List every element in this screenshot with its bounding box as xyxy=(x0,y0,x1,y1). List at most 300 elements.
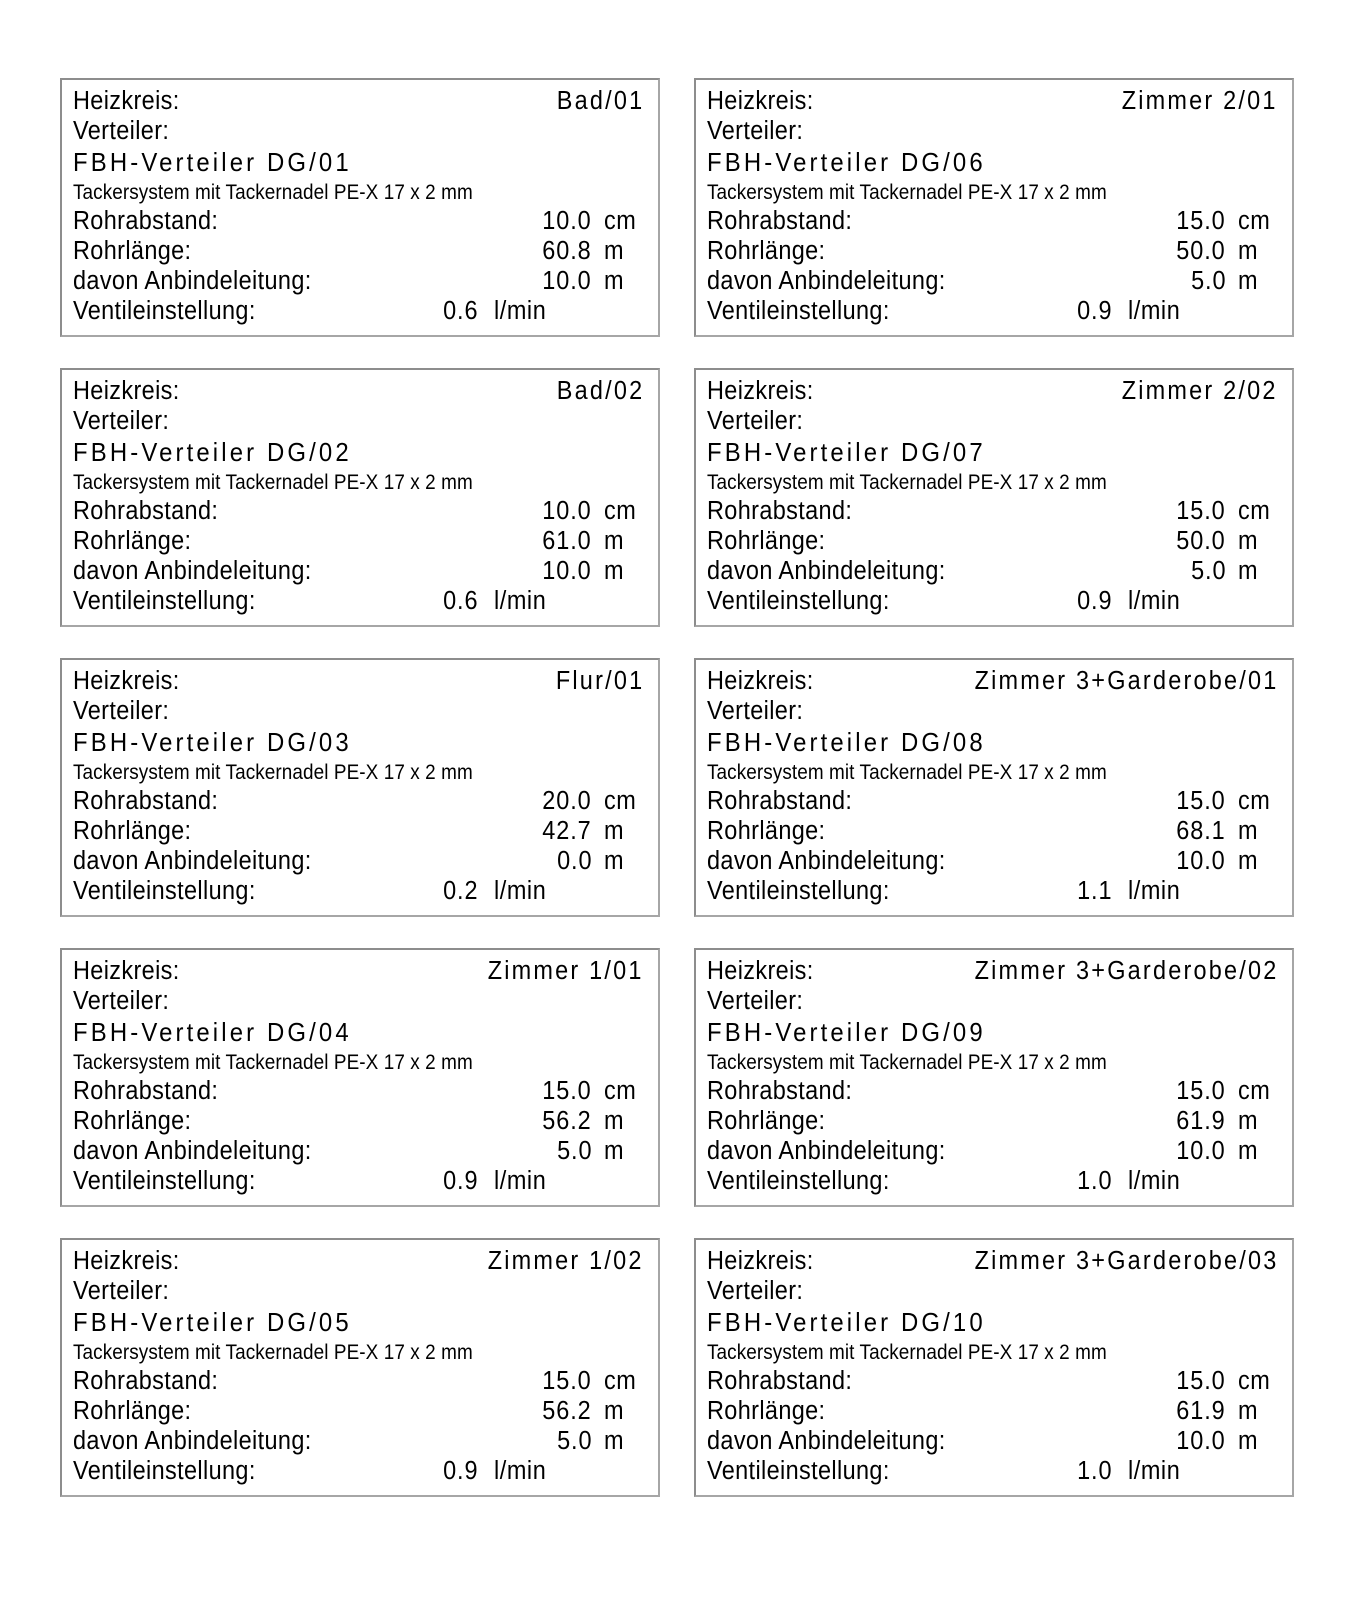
distributor-label-row xyxy=(707,696,1280,726)
system-description-value: Tackersystem mit Tackernadel PE-X 17 x 2 mm xyxy=(73,760,473,784)
valve-setting-label: Ventileinstellung: xyxy=(73,1167,256,1195)
circuit-label: Heizkreis: xyxy=(707,667,814,695)
connection-line-unit: m xyxy=(604,1137,625,1165)
pipe-spacing-label: Rohrabstand: xyxy=(73,1077,219,1105)
distributor-id-row xyxy=(73,1306,646,1338)
connection-line-measure xyxy=(1188,266,1280,296)
pipe-spacing-value: 15.0 xyxy=(1176,1077,1226,1105)
pipe-spacing-value: 15.0 xyxy=(1176,207,1226,235)
connection-line-row xyxy=(707,266,1280,296)
valve-setting-value: 1.1 xyxy=(1076,877,1112,905)
connection-line-value: 5.0 xyxy=(556,1137,592,1165)
connection-line-label: davon Anbindeleitung: xyxy=(707,1427,946,1455)
connection-line-value: 10.0 xyxy=(1176,1137,1226,1165)
valve-setting-unit: l/min xyxy=(494,1167,547,1195)
pipe-length-label: Rohrlänge: xyxy=(73,817,192,845)
valve-setting-row xyxy=(707,296,1280,326)
pipe-spacing-value: 15.0 xyxy=(1176,787,1226,815)
pipe-spacing-row xyxy=(707,1076,1280,1106)
connection-line-label: davon Anbindeleitung: xyxy=(707,1137,946,1165)
system-description-value: Tackersystem mit Tackernadel PE-X 17 x 2 mm xyxy=(707,1050,1107,1074)
circuit-label: Heizkreis: xyxy=(73,1247,180,1275)
pipe-spacing-measure xyxy=(1172,786,1280,816)
pipe-length-unit: m xyxy=(1238,817,1259,845)
valve-setting-value: 0.9 xyxy=(1076,587,1112,615)
valve-setting-label: Ventileinstellung: xyxy=(707,877,890,905)
circuit-name-row xyxy=(73,86,646,116)
distributor-label: Verteiler: xyxy=(73,117,170,145)
pipe-length-measure xyxy=(538,236,646,266)
pipe-spacing-row xyxy=(73,1366,646,1396)
distributor-label: Verteiler: xyxy=(73,987,170,1015)
pipe-spacing-label: Rohrabstand: xyxy=(707,207,853,235)
circuit-label: Heizkreis: xyxy=(73,957,180,985)
pipe-spacing-measure xyxy=(538,1366,646,1396)
heating-circuit-card xyxy=(694,78,1294,337)
valve-setting-label: Ventileinstellung: xyxy=(73,1457,256,1485)
valve-setting-measure xyxy=(1074,876,1280,906)
connection-line-value: 5.0 xyxy=(1190,267,1226,295)
pipe-length-unit: m xyxy=(1238,527,1259,555)
connection-line-label: davon Anbindeleitung: xyxy=(73,1137,312,1165)
circuit-name-row xyxy=(73,1246,646,1276)
distributor-id-value: FBH-Verteiler DG/01 xyxy=(73,147,352,177)
connection-line-row xyxy=(707,1136,1280,1166)
valve-setting-unit: l/min xyxy=(1128,297,1181,325)
system-description-value: Tackersystem mit Tackernadel PE-X 17 x 2 mm xyxy=(707,1340,1107,1364)
system-description-row xyxy=(707,1048,1280,1076)
connection-line-measure xyxy=(1188,556,1280,586)
pipe-length-measure xyxy=(538,526,646,556)
system-description-row xyxy=(73,178,646,206)
pipe-length-row xyxy=(707,236,1280,266)
pipe-length-unit: m xyxy=(1238,237,1259,265)
system-description-value: Tackersystem mit Tackernadel PE-X 17 x 2 mm xyxy=(73,470,473,494)
circuit-name-row xyxy=(707,86,1280,116)
pipe-spacing-unit: cm xyxy=(1238,497,1271,525)
pipe-spacing-label: Rohrabstand: xyxy=(707,1367,853,1395)
distributor-label: Verteiler: xyxy=(707,1277,804,1305)
connection-line-value: 0.0 xyxy=(556,847,592,875)
distributor-id-row xyxy=(707,1016,1280,1048)
distributor-id-row xyxy=(73,726,646,758)
connection-line-label: davon Anbindeleitung: xyxy=(73,557,312,585)
system-description-row xyxy=(707,758,1280,786)
valve-setting-row xyxy=(73,586,646,616)
pipe-length-measure xyxy=(1172,816,1280,846)
system-description-value: Tackersystem mit Tackernadel PE-X 17 x 2 mm xyxy=(73,1050,473,1074)
pipe-spacing-label: Rohrabstand: xyxy=(707,1077,853,1105)
circuit-label: Heizkreis: xyxy=(707,87,814,115)
pipe-spacing-value: 20.0 xyxy=(542,787,592,815)
distributor-label-row xyxy=(707,986,1280,1016)
distributor-id-row xyxy=(707,726,1280,758)
valve-setting-row xyxy=(73,296,646,326)
pipe-length-value: 60.8 xyxy=(542,237,592,265)
distributor-label-row xyxy=(707,116,1280,146)
pipe-length-unit: m xyxy=(1238,1107,1259,1135)
distributor-label-row xyxy=(707,1276,1280,1306)
valve-setting-label: Ventileinstellung: xyxy=(73,877,256,905)
valve-setting-measure xyxy=(1074,296,1280,326)
distributor-id-row xyxy=(707,436,1280,468)
pipe-length-row xyxy=(707,816,1280,846)
valve-setting-unit: l/min xyxy=(1128,877,1181,905)
connection-line-value: 5.0 xyxy=(556,1427,592,1455)
circuit-label: Heizkreis: xyxy=(707,957,814,985)
distributor-label: Verteiler: xyxy=(707,407,804,435)
distributor-id-row xyxy=(73,436,646,468)
connection-line-row xyxy=(73,1136,646,1166)
pipe-length-row xyxy=(73,816,646,846)
system-description-row xyxy=(73,1338,646,1366)
connection-line-measure xyxy=(554,1136,646,1166)
pipe-spacing-row xyxy=(707,496,1280,526)
pipe-length-unit: m xyxy=(604,527,625,555)
distributor-id-value: FBH-Verteiler DG/04 xyxy=(73,1017,352,1047)
pipe-spacing-measure xyxy=(538,786,646,816)
heating-circuit-card xyxy=(60,948,660,1207)
pipe-length-value: 68.1 xyxy=(1176,817,1226,845)
connection-line-row xyxy=(707,556,1280,586)
pipe-spacing-row xyxy=(73,206,646,236)
connection-line-unit: m xyxy=(1238,557,1259,585)
pipe-length-row xyxy=(707,1396,1280,1426)
pipe-spacing-value: 10.0 xyxy=(542,207,592,235)
circuit-name-value: Zimmer 1/02 xyxy=(488,1247,645,1275)
distributor-id-row xyxy=(73,1016,646,1048)
pipe-length-unit: m xyxy=(604,1107,625,1135)
valve-setting-label: Ventileinstellung: xyxy=(707,1167,890,1195)
valve-setting-measure xyxy=(1074,1166,1280,1196)
valve-setting-value: 0.9 xyxy=(1076,297,1112,325)
circuit-label-grid xyxy=(60,78,1294,1558)
distributor-id-value: FBH-Verteiler DG/06 xyxy=(707,147,986,177)
distributor-label: Verteiler: xyxy=(707,697,804,725)
valve-setting-measure xyxy=(440,586,646,616)
distributor-label: Verteiler: xyxy=(707,987,804,1015)
pipe-length-row xyxy=(73,1106,646,1136)
connection-line-measure xyxy=(1172,1136,1280,1166)
pipe-spacing-unit: cm xyxy=(1238,1367,1271,1395)
heating-circuit-card xyxy=(694,948,1294,1207)
pipe-spacing-measure xyxy=(1172,496,1280,526)
connection-line-measure xyxy=(1172,1426,1280,1456)
circuit-name-value: Zimmer 2/01 xyxy=(1122,87,1279,115)
valve-setting-row xyxy=(707,1166,1280,1196)
pipe-length-measure xyxy=(1172,1396,1280,1426)
valve-setting-label: Ventileinstellung: xyxy=(73,587,256,615)
system-description-row xyxy=(707,1338,1280,1366)
pipe-spacing-row xyxy=(707,1366,1280,1396)
connection-line-label: davon Anbindeleitung: xyxy=(73,267,312,295)
pipe-length-measure xyxy=(538,1106,646,1136)
connection-line-measure xyxy=(554,846,646,876)
circuit-name-value: Bad/01 xyxy=(556,87,645,115)
connection-line-unit: m xyxy=(604,847,625,875)
connection-line-label: davon Anbindeleitung: xyxy=(707,847,946,875)
pipe-length-unit: m xyxy=(604,817,625,845)
heating-circuit-card xyxy=(60,1238,660,1497)
connection-line-measure xyxy=(538,556,646,586)
connection-line-value: 10.0 xyxy=(1176,847,1226,875)
connection-line-unit: m xyxy=(1238,1427,1259,1455)
pipe-spacing-row xyxy=(73,786,646,816)
valve-setting-label: Ventileinstellung: xyxy=(707,297,890,325)
distributor-label-row xyxy=(73,116,646,146)
valve-setting-row xyxy=(73,1166,646,1196)
connection-line-unit: m xyxy=(1238,267,1259,295)
connection-line-label: davon Anbindeleitung: xyxy=(73,1427,312,1455)
distributor-id-value: FBH-Verteiler DG/10 xyxy=(707,1307,986,1337)
pipe-spacing-row xyxy=(73,1076,646,1106)
pipe-spacing-value: 15.0 xyxy=(542,1367,592,1395)
circuit-name-value: Flur/01 xyxy=(555,667,645,695)
pipe-length-unit: m xyxy=(604,237,625,265)
pipe-length-measure xyxy=(1172,526,1280,556)
valve-setting-label: Ventileinstellung: xyxy=(707,1457,890,1485)
valve-setting-unit: l/min xyxy=(1128,587,1181,615)
pipe-length-row xyxy=(707,526,1280,556)
connection-line-value: 10.0 xyxy=(542,267,592,295)
valve-setting-value: 0.6 xyxy=(442,297,478,325)
valve-setting-value: 0.2 xyxy=(442,877,478,905)
distributor-label: Verteiler: xyxy=(73,1277,170,1305)
pipe-spacing-value: 10.0 xyxy=(542,497,592,525)
valve-setting-unit: l/min xyxy=(1128,1457,1181,1485)
pipe-spacing-value: 15.0 xyxy=(1176,1367,1226,1395)
pipe-length-label: Rohrlänge: xyxy=(73,1107,192,1135)
valve-setting-unit: l/min xyxy=(494,297,547,325)
circuit-name-row xyxy=(73,376,646,406)
valve-setting-label: Ventileinstellung: xyxy=(73,297,256,325)
connection-line-measure xyxy=(538,266,646,296)
pipe-spacing-label: Rohrabstand: xyxy=(73,497,219,525)
pipe-length-label: Rohrlänge: xyxy=(73,237,192,265)
circuit-name-value: Zimmer 3+Garderobe/03 xyxy=(974,1247,1279,1275)
connection-line-row xyxy=(707,1426,1280,1456)
pipe-length-measure xyxy=(1172,236,1280,266)
pipe-length-label: Rohrlänge: xyxy=(707,817,826,845)
pipe-spacing-unit: cm xyxy=(604,207,637,235)
pipe-spacing-unit: cm xyxy=(1238,1077,1271,1105)
pipe-spacing-label: Rohrabstand: xyxy=(73,207,219,235)
pipe-spacing-label: Rohrabstand: xyxy=(73,1367,219,1395)
pipe-spacing-measure xyxy=(538,496,646,526)
pipe-length-measure xyxy=(538,1396,646,1426)
connection-line-unit: m xyxy=(604,267,625,295)
circuit-label: Heizkreis: xyxy=(73,667,180,695)
connection-line-row xyxy=(73,556,646,586)
circuit-name-value: Bad/02 xyxy=(556,377,645,405)
pipe-length-unit: m xyxy=(604,1397,625,1425)
distributor-id-value: FBH-Verteiler DG/08 xyxy=(707,727,986,757)
pipe-length-value: 42.7 xyxy=(542,817,592,845)
system-description-value: Tackersystem mit Tackernadel PE-X 17 x 2 mm xyxy=(73,180,473,204)
distributor-id-value: FBH-Verteiler DG/07 xyxy=(707,437,986,467)
system-description-value: Tackersystem mit Tackernadel PE-X 17 x 2 mm xyxy=(73,1340,473,1364)
system-description-value: Tackersystem mit Tackernadel PE-X 17 x 2 mm xyxy=(707,470,1107,494)
pipe-length-label: Rohrlänge: xyxy=(73,1397,192,1425)
valve-setting-measure xyxy=(1074,586,1280,616)
system-description-row xyxy=(73,468,646,496)
pipe-spacing-row xyxy=(707,786,1280,816)
circuit-name-row xyxy=(73,956,646,986)
pipe-length-label: Rohrlänge: xyxy=(707,527,826,555)
pipe-length-measure xyxy=(538,816,646,846)
circuit-name-row xyxy=(707,376,1280,406)
distributor-id-row xyxy=(707,146,1280,178)
valve-setting-measure xyxy=(440,1456,646,1486)
pipe-length-label: Rohrlänge: xyxy=(707,1397,826,1425)
connection-line-label: davon Anbindeleitung: xyxy=(73,847,312,875)
heating-circuit-card xyxy=(60,658,660,917)
heating-circuit-card xyxy=(694,1238,1294,1497)
system-description-row xyxy=(73,1048,646,1076)
valve-setting-row xyxy=(707,586,1280,616)
pipe-length-label: Rohrlänge: xyxy=(707,1107,826,1135)
pipe-spacing-unit: cm xyxy=(604,1367,637,1395)
pipe-spacing-unit: cm xyxy=(1238,207,1271,235)
pipe-length-row xyxy=(707,1106,1280,1136)
connection-line-row xyxy=(73,1426,646,1456)
pipe-spacing-unit: cm xyxy=(1238,787,1271,815)
connection-line-measure xyxy=(554,1426,646,1456)
pipe-length-value: 56.2 xyxy=(542,1397,592,1425)
pipe-length-value: 61.9 xyxy=(1176,1107,1226,1135)
distributor-label-row xyxy=(707,406,1280,436)
circuit-name-row xyxy=(73,666,646,696)
valve-setting-unit: l/min xyxy=(494,1457,547,1485)
valve-setting-measure xyxy=(1074,1456,1280,1486)
pipe-spacing-measure xyxy=(1172,1076,1280,1106)
circuit-name-value: Zimmer 3+Garderobe/02 xyxy=(974,957,1279,985)
valve-setting-value: 1.0 xyxy=(1076,1457,1112,1485)
connection-line-row xyxy=(73,846,646,876)
pipe-length-measure xyxy=(1172,1106,1280,1136)
distributor-id-row xyxy=(73,146,646,178)
pipe-spacing-value: 15.0 xyxy=(542,1077,592,1105)
pipe-length-row xyxy=(73,526,646,556)
connection-line-value: 10.0 xyxy=(542,557,592,585)
valve-setting-measure xyxy=(440,296,646,326)
distributor-label: Verteiler: xyxy=(73,407,170,435)
distributor-label: Verteiler: xyxy=(73,697,170,725)
pipe-spacing-measure xyxy=(1172,206,1280,236)
valve-setting-value: 0.9 xyxy=(442,1167,478,1195)
valve-setting-value: 1.0 xyxy=(1076,1167,1112,1195)
connection-line-label: davon Anbindeleitung: xyxy=(707,557,946,585)
heating-circuit-card xyxy=(60,78,660,337)
pipe-length-value: 61.9 xyxy=(1176,1397,1226,1425)
pipe-spacing-row xyxy=(707,206,1280,236)
pipe-length-unit: m xyxy=(1238,1397,1259,1425)
system-description-row xyxy=(707,468,1280,496)
pipe-spacing-unit: cm xyxy=(604,497,637,525)
connection-line-row xyxy=(73,266,646,296)
valve-setting-unit: l/min xyxy=(1128,1167,1181,1195)
pipe-spacing-unit: cm xyxy=(604,787,637,815)
heating-circuit-card xyxy=(60,368,660,627)
system-description-row xyxy=(707,178,1280,206)
pipe-spacing-measure xyxy=(538,1076,646,1106)
pipe-length-row xyxy=(73,1396,646,1426)
valve-setting-measure xyxy=(440,1166,646,1196)
connection-line-value: 5.0 xyxy=(1190,557,1226,585)
pipe-spacing-measure xyxy=(1172,1366,1280,1396)
connection-line-row xyxy=(707,846,1280,876)
pipe-length-value: 50.0 xyxy=(1176,237,1226,265)
valve-setting-value: 0.6 xyxy=(442,587,478,615)
valve-setting-unit: l/min xyxy=(494,877,547,905)
circuit-name-value: Zimmer 1/01 xyxy=(488,957,645,985)
valve-setting-measure xyxy=(440,876,646,906)
distributor-label-row xyxy=(73,696,646,726)
connection-line-value: 10.0 xyxy=(1176,1427,1226,1455)
connection-line-unit: m xyxy=(604,557,625,585)
pipe-length-row xyxy=(73,236,646,266)
connection-line-unit: m xyxy=(604,1427,625,1455)
pipe-spacing-label: Rohrabstand: xyxy=(73,787,219,815)
distributor-id-value: FBH-Verteiler DG/05 xyxy=(73,1307,352,1337)
valve-setting-unit: l/min xyxy=(494,587,547,615)
pipe-spacing-value: 15.0 xyxy=(1176,497,1226,525)
heating-circuit-card xyxy=(694,658,1294,917)
pipe-length-label: Rohrlänge: xyxy=(73,527,192,555)
distributor-label: Verteiler: xyxy=(707,117,804,145)
valve-setting-label: Ventileinstellung: xyxy=(707,587,890,615)
heating-circuit-card xyxy=(694,368,1294,627)
pipe-length-value: 56.2 xyxy=(542,1107,592,1135)
pipe-length-label: Rohrlänge: xyxy=(707,237,826,265)
valve-setting-row xyxy=(707,876,1280,906)
pipe-spacing-label: Rohrabstand: xyxy=(707,787,853,815)
distributor-label-row xyxy=(73,986,646,1016)
valve-setting-value: 0.9 xyxy=(442,1457,478,1485)
circuit-name-row xyxy=(707,1246,1280,1276)
distributor-id-value: FBH-Verteiler DG/09 xyxy=(707,1017,986,1047)
connection-line-label: davon Anbindeleitung: xyxy=(707,267,946,295)
connection-line-unit: m xyxy=(1238,847,1259,875)
circuit-name-row xyxy=(707,666,1280,696)
circuit-label: Heizkreis: xyxy=(73,377,180,405)
valve-setting-row xyxy=(707,1456,1280,1486)
distributor-id-value: FBH-Verteiler DG/02 xyxy=(73,437,352,467)
valve-setting-row xyxy=(73,876,646,906)
connection-line-unit: m xyxy=(1238,1137,1259,1165)
circuit-name-row xyxy=(707,956,1280,986)
circuit-label: Heizkreis: xyxy=(707,377,814,405)
distributor-id-value: FBH-Verteiler DG/03 xyxy=(73,727,352,757)
valve-setting-row xyxy=(73,1456,646,1486)
pipe-length-value: 61.0 xyxy=(542,527,592,555)
pipe-length-value: 50.0 xyxy=(1176,527,1226,555)
system-description-value: Tackersystem mit Tackernadel PE-X 17 x 2 mm xyxy=(707,180,1107,204)
pipe-spacing-row xyxy=(73,496,646,526)
system-description-value: Tackersystem mit Tackernadel PE-X 17 x 2 mm xyxy=(707,760,1107,784)
circuit-name-value: Zimmer 3+Garderobe/01 xyxy=(974,667,1279,695)
pipe-spacing-unit: cm xyxy=(604,1077,637,1105)
pipe-spacing-label: Rohrabstand: xyxy=(707,497,853,525)
circuit-label: Heizkreis: xyxy=(707,1247,814,1275)
distributor-label-row xyxy=(73,406,646,436)
connection-line-measure xyxy=(1172,846,1280,876)
distributor-id-row xyxy=(707,1306,1280,1338)
system-description-row xyxy=(73,758,646,786)
circuit-name-value: Zimmer 2/02 xyxy=(1122,377,1279,405)
pipe-spacing-measure xyxy=(538,206,646,236)
distributor-label-row xyxy=(73,1276,646,1306)
